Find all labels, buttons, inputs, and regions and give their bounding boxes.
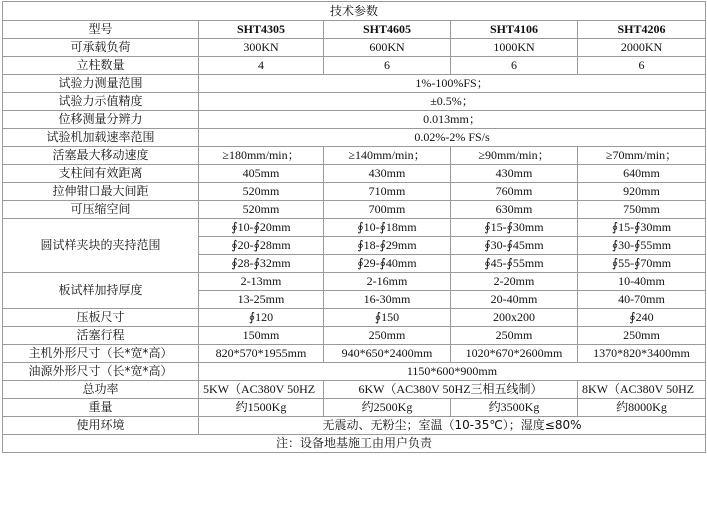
table-cell: 405mm bbox=[199, 165, 324, 183]
table-cell: ∮55-∮70mm bbox=[578, 255, 706, 273]
table-row bbox=[3, 165, 706, 183]
table-cell: ∮10-∮18mm bbox=[324, 219, 451, 237]
note-row bbox=[3, 435, 706, 453]
table-row bbox=[3, 201, 706, 219]
table-cell: 0.02%-2% FS/s bbox=[199, 129, 706, 147]
table-cell: ∮20-∮28mm bbox=[199, 237, 324, 255]
table-cell: 2-16mm bbox=[324, 273, 451, 291]
table-cell: 1150*600*900mm bbox=[199, 363, 706, 381]
table-row bbox=[3, 39, 706, 57]
table-cell: 200x200 bbox=[451, 309, 578, 327]
table-row bbox=[3, 363, 706, 381]
table-row bbox=[3, 219, 706, 237]
table-cell: 6 bbox=[451, 57, 578, 75]
table-cell: ∮29-∮40mm bbox=[324, 255, 451, 273]
table-cell: 150mm bbox=[199, 327, 324, 345]
title-row bbox=[3, 2, 706, 21]
model-cell: SHT4605 bbox=[324, 21, 451, 39]
table-cell: 430mm bbox=[451, 165, 578, 183]
row-label: 位移测量分辨力 bbox=[3, 111, 199, 129]
model-cell: SHT4106 bbox=[451, 21, 578, 39]
table-cell: 约8000Kg bbox=[578, 399, 706, 417]
table-cell: 约1500Kg bbox=[199, 399, 324, 417]
table-cell: 16-30mm bbox=[324, 291, 451, 309]
table-cell: 1370*820*3400mm bbox=[578, 345, 706, 363]
row-label: 油源外形尺寸（长*宽*高） bbox=[3, 363, 199, 381]
row-label: 圆试样夹块的夹持范围 bbox=[3, 219, 199, 273]
table-cell: ∮15-∮30mm bbox=[578, 219, 706, 237]
table-row bbox=[3, 345, 706, 363]
table-cell: 1%-100%FS； bbox=[199, 75, 706, 93]
table-cell: 1020*670*2600mm bbox=[451, 345, 578, 363]
table-cell: 300KN bbox=[199, 39, 324, 57]
table-cell: 600KN bbox=[324, 39, 451, 57]
table-row bbox=[3, 129, 706, 147]
row-label: 使用环境 bbox=[3, 417, 199, 435]
table-cell: ≥70mm/min； bbox=[578, 147, 706, 165]
table-cell: ∮120 bbox=[199, 309, 324, 327]
table-cell: 520mm bbox=[199, 201, 324, 219]
table-row bbox=[3, 399, 706, 417]
row-label: 总功率 bbox=[3, 381, 199, 399]
table-cell: 250mm bbox=[451, 327, 578, 345]
spec-table-container bbox=[2, 1, 706, 453]
row-label: 板试样加持厚度 bbox=[3, 273, 199, 309]
footnote: 注：设备地基施工由用户负责 bbox=[3, 435, 706, 453]
table-cell: 6KW（AC380V 50HZ三相五线制） bbox=[324, 381, 578, 399]
table-row bbox=[3, 93, 706, 111]
row-label: 立柱数量 bbox=[3, 57, 199, 75]
table-row bbox=[3, 183, 706, 201]
table-row bbox=[3, 147, 706, 165]
row-label: 主机外形尺寸（长*宽*高） bbox=[3, 345, 199, 363]
table-cell: 6 bbox=[578, 57, 706, 75]
table-cell: 250mm bbox=[578, 327, 706, 345]
table-cell: ∮15-∮30mm bbox=[451, 219, 578, 237]
model-cell: SHT4206 bbox=[578, 21, 706, 39]
table-row bbox=[3, 111, 706, 129]
table-cell: ≥140mm/min； bbox=[324, 147, 451, 165]
table-cell: 5KW（AC380V 50HZ bbox=[199, 381, 324, 399]
table-cell: 920mm bbox=[578, 183, 706, 201]
table-cell: ∮28-∮32mm bbox=[199, 255, 324, 273]
table-cell: 约3500Kg bbox=[451, 399, 578, 417]
row-label: 试验力示值精度 bbox=[3, 93, 199, 111]
table-cell: 820*570*1955mm bbox=[199, 345, 324, 363]
table-cell: ∮18-∮29mm bbox=[324, 237, 451, 255]
model-row bbox=[3, 21, 706, 39]
table-cell: ≥90mm/min； bbox=[451, 147, 578, 165]
row-label: 拉伸钳口最大间距 bbox=[3, 183, 199, 201]
row-label: 活塞行程 bbox=[3, 327, 199, 345]
table-title: 技术参数 bbox=[3, 2, 706, 21]
table-cell: 750mm bbox=[578, 201, 706, 219]
table-cell: 约2500Kg bbox=[324, 399, 451, 417]
table-cell: 20-40mm bbox=[451, 291, 578, 309]
row-label: 压板尺寸 bbox=[3, 309, 199, 327]
table-cell: 无震动、无粉尘；室温（10-35℃）；湿度≤80% bbox=[199, 417, 706, 435]
row-label: 型号 bbox=[3, 21, 199, 39]
table-row bbox=[3, 381, 706, 399]
table-cell: ∮30-∮45mm bbox=[451, 237, 578, 255]
table-cell: 1000KN bbox=[451, 39, 578, 57]
table-cell: 40-70mm bbox=[578, 291, 706, 309]
row-label: 试验力测量范围 bbox=[3, 75, 199, 93]
table-cell: 10-40mm bbox=[578, 273, 706, 291]
table-row bbox=[3, 75, 706, 93]
table-cell: 630mm bbox=[451, 201, 578, 219]
table-cell: 6 bbox=[324, 57, 451, 75]
row-label: 试验机加载速率范围 bbox=[3, 129, 199, 147]
table-cell: 250mm bbox=[324, 327, 451, 345]
table-cell: ∮30-∮55mm bbox=[578, 237, 706, 255]
table-cell: 2-13mm bbox=[199, 273, 324, 291]
table-cell: 2000KN bbox=[578, 39, 706, 57]
row-label: 可压缩空间 bbox=[3, 201, 199, 219]
table-row bbox=[3, 417, 706, 435]
table-cell: 700mm bbox=[324, 201, 451, 219]
table-cell: 520mm bbox=[199, 183, 324, 201]
table-cell: 2-20mm bbox=[451, 273, 578, 291]
table-cell: ∮45-∮55mm bbox=[451, 255, 578, 273]
table-cell: 4 bbox=[199, 57, 324, 75]
row-label: 支柱间有效距离 bbox=[3, 165, 199, 183]
table-cell: ∮240 bbox=[578, 309, 706, 327]
row-label: 可承载负荷 bbox=[3, 39, 199, 57]
table-cell: 8KW（AC380V 50HZ bbox=[578, 381, 706, 399]
table-cell: 760mm bbox=[451, 183, 578, 201]
table-row bbox=[3, 309, 706, 327]
table-cell: ∮10-∮20mm bbox=[199, 219, 324, 237]
table-cell: 0.013mm； bbox=[199, 111, 706, 129]
table-cell: 940*650*2400mm bbox=[324, 345, 451, 363]
tech-spec-table bbox=[2, 1, 706, 453]
table-row bbox=[3, 57, 706, 75]
table-row bbox=[3, 327, 706, 345]
model-cell: SHT4305 bbox=[199, 21, 324, 39]
table-row bbox=[3, 273, 706, 291]
table-cell: ≥180mm/min； bbox=[199, 147, 324, 165]
table-cell: 13-25mm bbox=[199, 291, 324, 309]
table-cell: ±0.5%； bbox=[199, 93, 706, 111]
table-cell: 430mm bbox=[324, 165, 451, 183]
row-label: 重量 bbox=[3, 399, 199, 417]
table-cell: ∮150 bbox=[324, 309, 451, 327]
row-label: 活塞最大移动速度 bbox=[3, 147, 199, 165]
table-cell: 710mm bbox=[324, 183, 451, 201]
table-cell: 640mm bbox=[578, 165, 706, 183]
